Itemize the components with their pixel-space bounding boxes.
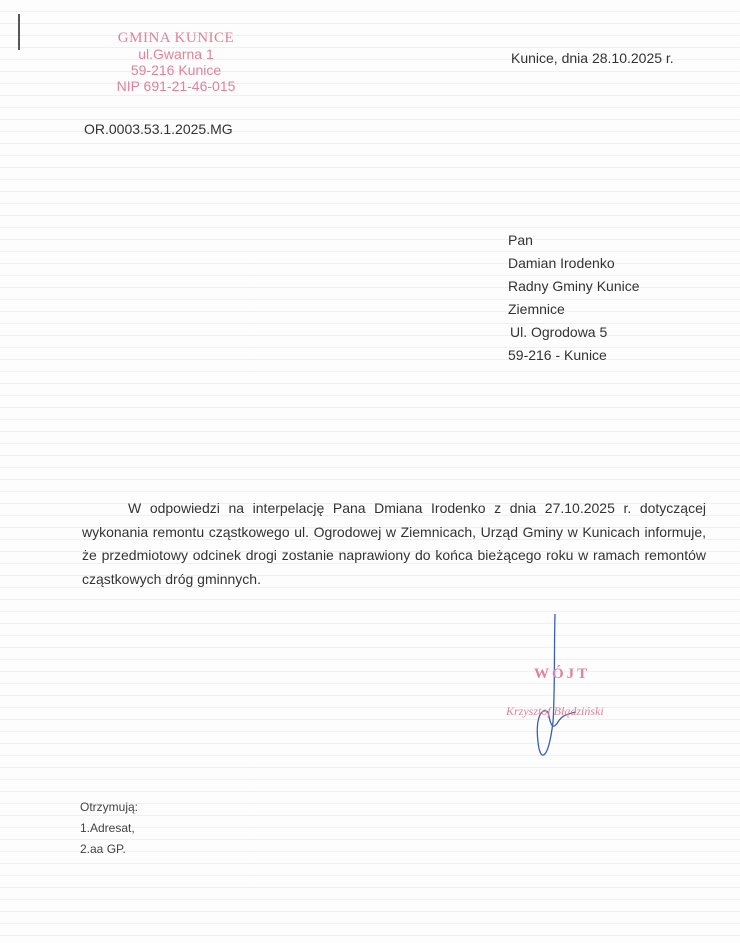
date-line: Kunice, dnia 28.10.2025 r. bbox=[511, 50, 674, 66]
recipient-line: 59-216 - Kunice bbox=[508, 347, 607, 363]
recipient-line: Damian Irodenko bbox=[508, 255, 615, 271]
body-paragraph: W odpowiedzi na interpelację Pana Dmiana Irodenko z dnia 27.10.2025 r. dotyczącej wykonania remontu cząstkowego ul. Ogrodowej w Ziemnicach, Urząd Gminy w Kunicach informuje, że przedmiotowy odcinek drogi zostanie naprawiony do końca bieżącego roku w ramach remontów cząstkowych dróg gminnych. bbox=[82, 500, 706, 587]
stamp-title: GMINA KUNICE bbox=[117, 30, 235, 46]
signatory-name: Krzysztof Błądziński bbox=[506, 704, 604, 718]
recipient-line: Ziemnice bbox=[508, 301, 565, 317]
copy-item: 1.Adresat, bbox=[80, 821, 135, 835]
recipient-line: Radny Gminy Kunice bbox=[508, 278, 640, 294]
office-stamp bbox=[96, 30, 256, 94]
handwritten-signature bbox=[520, 612, 580, 767]
recipient-address bbox=[508, 229, 640, 367]
stamp-city: 59-216 Kunice bbox=[130, 62, 222, 78]
binder-mark bbox=[18, 14, 20, 50]
letter-body bbox=[82, 497, 706, 591]
reference-number: OR.0003.53.1.2025.MG bbox=[84, 121, 233, 137]
signature-title: WÓJT bbox=[534, 666, 591, 682]
stamp-nip: NIP 691-21-46-015 bbox=[116, 78, 236, 94]
recipient-line: Pan bbox=[508, 232, 533, 248]
recipient-line: Ul. Ogrodowa 5 bbox=[510, 324, 608, 340]
stamp-street: ul.Gwarna 1 bbox=[138, 46, 214, 62]
copies-label: Otrzymują: bbox=[80, 800, 139, 814]
copies-list bbox=[80, 797, 138, 860]
copy-item: 2.aa GP. bbox=[80, 842, 126, 856]
